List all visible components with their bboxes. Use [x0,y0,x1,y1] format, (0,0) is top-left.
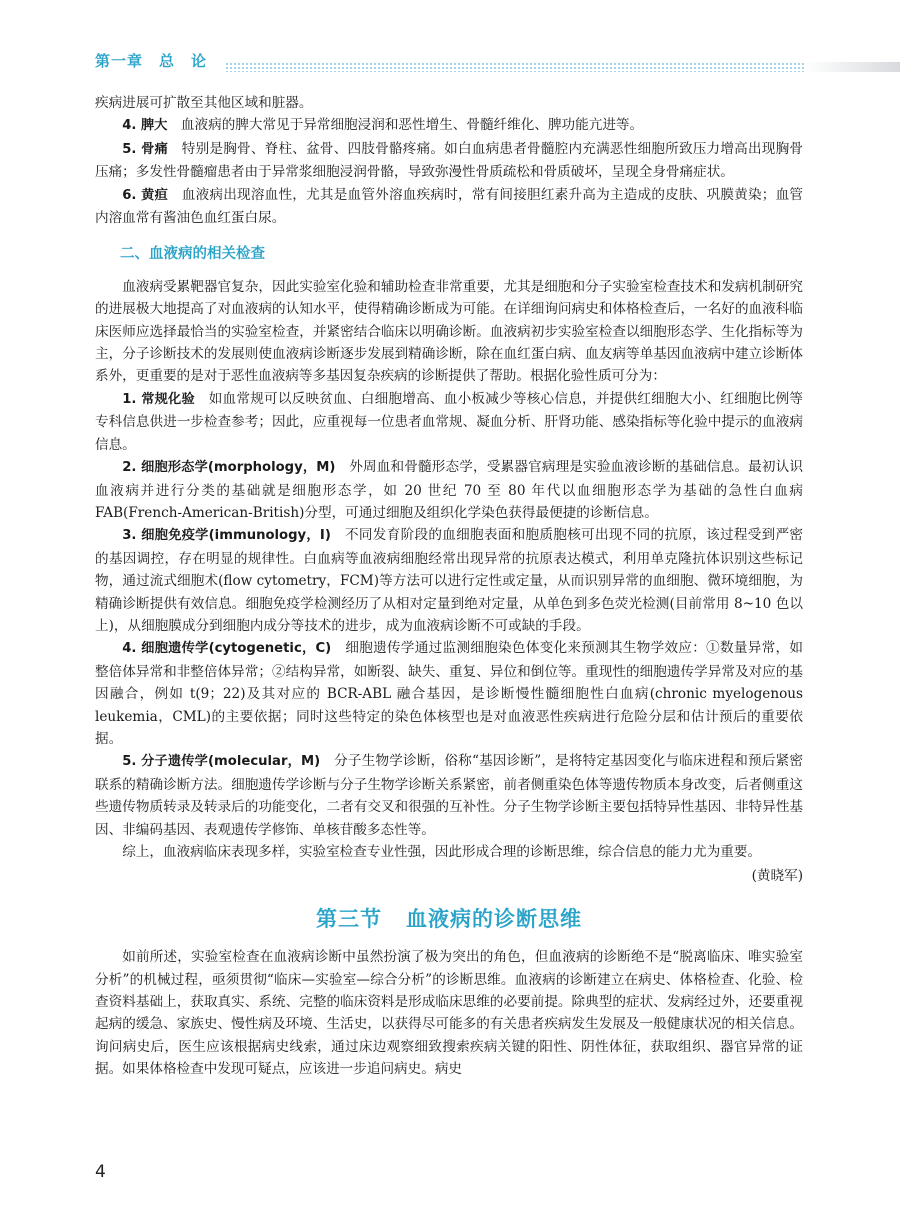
page-corner [830,0,900,25]
header-gradient-bar [805,62,900,72]
author-credit: (黄晓军) [751,868,803,885]
exam-lead: 4. 细胞遗传学(cytogenetic，C) [122,641,332,657]
chapter-label: 第一章 总 论 [95,52,208,70]
exam-paragraph [95,456,803,524]
symptom-paragraph [95,114,803,137]
section-heading [95,908,803,930]
section-body-paragraph: 如前所述，实验室检查在血液病诊断中虽然扮演了极为突出的角色，但血液病的诊断绝不是“脱离临床、唯实验室分析”的机械过程，亟须贯彻“临床—实验室—综合分析”的诊断思维。血液病的诊断建立在病史、体格检查、化验、检查资料基础上，获取真实、系统、完整的临床资料是形成临床思维的必要前提。除典型的症状、发病经过外，还要重视起病的缓急、家族史、慢性病及环境、生活史，以获得尽可能多的有关患者疾病发生发展及一般健康状况的相关信息。询问病史后，医生应该根据病史线索，通过床边观察细致搜索疾病关键的阳性、阴性体征，获取组织、器官异常的证据。如果体格检查中发现可疑点，应该进一步追问病史。病史 [95,949,803,1078]
exam-text: 外周血和骨髓形态学，受累器官病理是实验血液诊断的基础信息。最初认识血液病并进行分类的基础就是细胞形态学，如 20 世纪 70 至 80 年代以血细胞形态学为基础的急性白血病 FAB(French-American-British)分型，可通过细胞及组织化学染色获得最便捷的诊断信息。 [95,459,803,521]
subsection-heading: 二、血液病的相关检查 [120,246,265,263]
exam-lead: 1. 常规化验 [122,391,195,407]
section-title: 血液病的诊断思维 [406,906,582,931]
section-number: 第三节 [316,906,382,931]
symptom-lead: 5. 骨痛 [122,141,168,157]
symptom-lead: 6. 黄疸 [122,187,168,203]
exam-paragraph [95,524,803,637]
symptom-lead: 4. 脾大 [122,118,168,134]
symptom-text: 特别是胸骨、脊柱、盆骨、四肢骨骼疼痛。如白血病患者骨髓腔内充满恶性细胞所致压力增高出现胸骨压痛；多发性骨髓瘤患者由于异常浆细胞浸润骨骼，导致弥漫性骨质疏松和骨质破坏，呈现全身骨痛症状。 [95,140,804,181]
exam-paragraph [95,637,803,750]
page-number: 4 [95,1162,106,1182]
symptom-paragraph [95,138,803,184]
intro-paragraph: 血液病受累靶器官复杂，因此实验室化验和辅助检查非常重要，尤其是细胞和分子实验室检查技术和发病机制研究的进展极大地提高了对血液病的认知水平，使得精确诊断成为可能。在详细询问病史和体格检查后，一名好的血液科临床医师应选择最恰当的实验室检查，并紧密结合临床以明确诊断。血液病初步实验室检查以细胞形态学、生化指标等为主，分子诊断技术的发展则使血液病诊断逐步发展到精确诊断，除在血红蛋白病、血友病等单基因血液病中建立诊断体系外，更重要的是对于恶性血液病等多基因复杂疾病的诊断提供了帮助。根据化验性质可分为： [95,278,803,385]
exam-text: 细胞遗传学通过监测细胞染色体变化来预测其生物学效应：①数量异常，如整倍体异常和非整倍体异常；②结构异常，如断裂、缺失、重复、异位和倒位等。重现性的细胞遗传学异常及对应的基因融合，例如 t(9；22)及其对应的 BCR-ABL 融合基因，是诊断慢性髓细胞性白血病(chronic myelogenous leukemia，CML)的主要依据；同时这些特定的染色体核型也是对血液恶性疾病进行危险分层和估计预后的重要依据。 [95,640,803,747]
exam-paragraph [95,388,803,456]
running-header [95,50,805,74]
exam-text: 分子生物学诊断，俗称“基因诊断”，是将特定基因变化与临床进程和预后紧密联系的精确诊断方法。细胞遗传学诊断与分子生物学诊断关系紧密，前者侧重染色体等遗传物质本身改变，后者侧重这些遗传物质转录及转录后的功能变化，二者有交叉和很强的互补性。分子生物学诊断主要包括特异性基因、非特异性基因、非编码基因、表观遗传学修饰、单核苷酸多态性等。 [95,753,803,838]
exam-lead: 2. 细胞形态学(morphology，M) [122,460,336,476]
exam-text: 如血常规可以反映贫血、白细胞增高、血小板减少等核心信息，并提供红细胞大小、红细胞比例等专科信息供进一步检查参考；因此，应重视每一位患者血常规、凝血分析、肝肾功能、感染指标等化验中提示的血液病信息。 [95,390,804,453]
symptom-paragraph [95,184,803,230]
exam-lead: 3. 细胞免疫学(immunology，I) [122,528,331,544]
exam-text: 不同发育阶段的血细胞表面和胞质胞核可出现不同的抗原，该过程受到严密的基因调控，存在明显的规律性。白血病等血液病细胞经常出现异常的抗原表达模式，利用单克隆抗体识别这些标记物，通过流式细胞术(flow cytometry，FCM)等方法可以进行定性或定量，从而识别异常的血细胞、微环境细胞，为精确诊断提供有效信息。细胞免疫学检测经历了从相对定量到绝对定量，从单色到多色荧光检测(目前常用 8~10 色以上)，从细胞膜成分到细胞内成分等技术的进步，成为血液病诊断不可或缺的手段。 [95,527,803,634]
continued-paragraph: 疾病进展可扩散至其他区域和脏器。 [95,95,313,111]
exam-lead: 5. 分子遗传学(molecular，M) [122,754,321,770]
summary-paragraph: 综上，血液病临床表现多样，实验室检查专业性强，因此形成合理的诊断思维，综合信息的能力尤为重要。 [122,844,762,860]
exam-paragraph [95,750,803,841]
symptom-text: 血液病出现溶血性，尤其是血管外溶血疾病时，常有间接胆红素升高为主造成的皮肤、巩膜黄染；血管内溶血常有酱油色血红蛋白尿。 [95,186,804,227]
symptom-text: 血液病的脾大常见于异常细胞浸润和恶性增生、骨髓纤维化、脾功能亢进等。 [167,117,644,134]
header-dotted-rule [225,62,805,72]
page-content [95,92,803,1081]
